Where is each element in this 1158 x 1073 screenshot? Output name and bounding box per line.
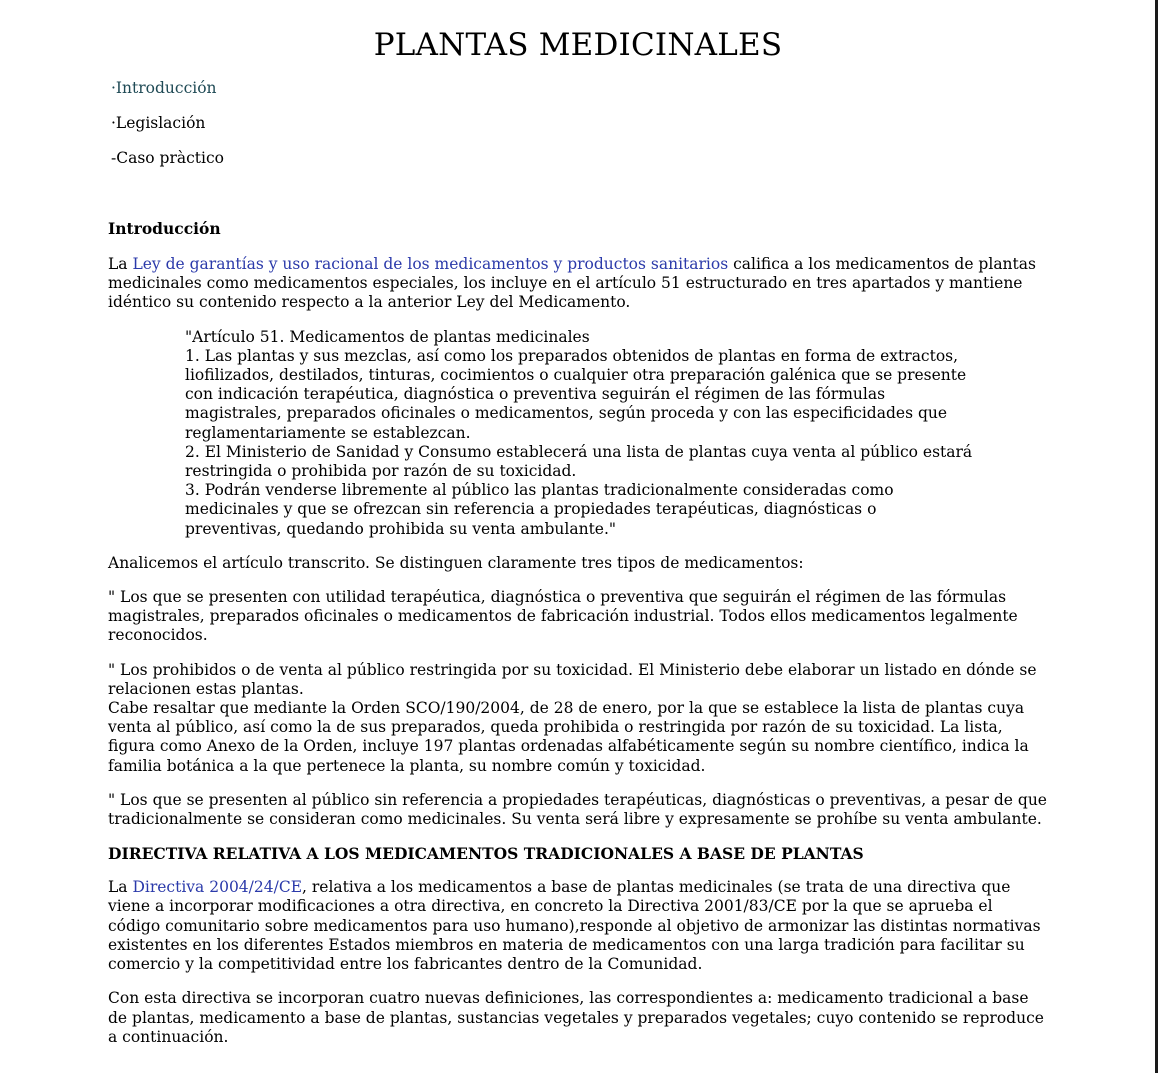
intro-paragraph-3: " Los que se presenten con utilidad terapéutica, diagnóstica o preventiva que seguirán el régimen de las fórmulas magistrales, preparados oficinales o medicamentos de fabricación industrial. Todos ellos medicamentos legalmente reconocidos. xyxy=(108,588,1018,645)
text-span: La xyxy=(108,878,133,897)
table-of-contents xyxy=(108,78,1048,183)
quote-line-3: 3. Podrán venderse libremente al público las plantas tradicionalmente consideradas como medicinales y que se ofrezcan sin referencia a propiedades terapéuticas, diagnósticas o preventivas, quedando prohibida su venta ambulante." xyxy=(185,481,894,538)
page-title: PLANTAS MEDICINALES xyxy=(373,27,783,63)
text-span: La xyxy=(108,255,133,273)
document-page xyxy=(108,0,1048,1047)
link-directiva-2004-24-ce[interactable]: Directiva 2004/24/CE xyxy=(132,878,303,897)
quote-line-1: 1. Las plantas y sus mezclas, así como los preparados obtenidos de plantas en forma de extractos, liofilizados, destilados, tinturas, cocimientos o cualquier otra preparación galénica que se presente con indicación terapéutica, diagnóstica o preventiva seguirán el régimen de las fórmulas magistrales, preparados oficinales o medicamentos, según proceda y con las especificidades que reglamentariamente se establezcan. xyxy=(185,346,967,442)
toc-item-caso-practico[interactable]: -Caso pràctico xyxy=(111,149,225,167)
section-heading-introduccion: Introducción xyxy=(108,219,221,238)
intro-paragraph-1 xyxy=(108,255,1048,313)
article-51-quote xyxy=(185,328,975,539)
intro-paragraph-4a: " Los prohibidos o de venta al público restringida por su toxicidad. El Ministerio debe elaborar un listado en dónde se relacionen estas plantas. xyxy=(108,660,1037,698)
toc-item-legislacion[interactable]: ·Legislación xyxy=(111,114,206,132)
quote-line-title: "Artículo 51. Medicamentos de plantas medicinales xyxy=(185,327,590,346)
text-span: califica a los medicamentos de plantas medicinales como medicamentos especiales, los incluye en el artículo 51 estructurado en tres apartados y mantiene idéntico su contenido respecto a la anterior Ley del Medicamento. xyxy=(108,255,1036,312)
toc-item-introduccion[interactable]: ·Introducción xyxy=(111,79,217,97)
directiva-paragraph-1 xyxy=(108,878,1048,974)
section-heading-directiva: DIRECTIVA RELATIVA A LOS MEDICAMENTOS TRADICIONALES A BASE DE PLANTAS xyxy=(108,844,864,864)
directiva-paragraph-2: Con esta directiva se incorporan cuatro nuevas definiciones, las correspondientes a: medicamento tradicional a base de plantas, medicamento a base de plantas, sustancias vegetales y preparados vegetales; cuyo contenido se reproduce a continuación. xyxy=(108,989,1044,1046)
intro-paragraph-5: " Los que se presenten al público sin referencia a propiedades terapéuticas, diagnósticas o preventivas, a pesar de que tradicionalmente se consideran como medicinales. Su venta será libre y expresamente se prohíbe su venta ambulante. xyxy=(108,790,1047,829)
intro-paragraph-4b: Cabe resaltar que mediante la Orden SCO/190/2004, de 28 de enero, por la que se establece la lista de plantas cuya venta al público, así como la de sus preparados, queda prohibida o restringida por razón de su toxicidad. La lista, figura como Anexo de la Orden, incluye 197 plantas ordenadas alfabéticamente según su nombre científico, indica la familia botánica a la que pertenece la planta, su nombre común y toxicidad. xyxy=(108,699,1029,775)
link-ley-garantias[interactable]: Ley de garantías y uso racional de los medicamentos y productos sanitarios xyxy=(132,255,729,273)
quote-line-2: 2. El Ministerio de Sanidad y Consumo establecerá una lista de plantas cuya venta al público estará restringida o prohibida por razón de su toxicidad. xyxy=(185,442,973,481)
intro-paragraph-2: Analicemos el artículo transcrito. Se distinguen claramente tres tipos de medicamentos: xyxy=(108,553,804,572)
text-span: , relativa a los medicamentos a base de plantas medicinales (se trata de una directiva que viene a incorporar modificaciones a otra directiva, en concreto la Directiva 2001/83/CE por la que se aprueba el código comunitario sobre medicamentos para uso humano),responde al objetivo de armonizar las distintas normativas existentes en los diferentes Estados miembros en materia de medicamentos con una larga tradición para facilitar su comercio y la competitividad entre los fabricantes dentro de la Comunidad. xyxy=(108,878,1041,974)
